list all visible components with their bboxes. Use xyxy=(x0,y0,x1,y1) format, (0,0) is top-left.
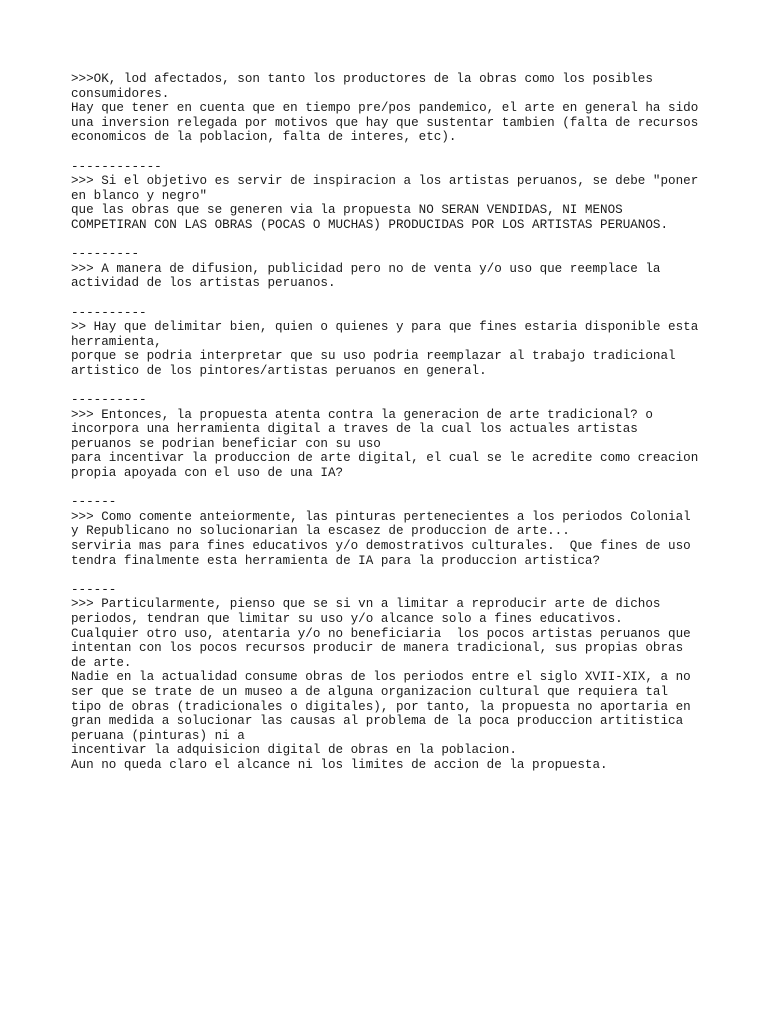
separator-line: --------- xyxy=(71,247,140,262)
text-line: para incentivar la produccion de arte digital, el cual se le acredite como creacion xyxy=(71,451,699,466)
text-line: una inversion relegada por motivos que hay que sustentar tambien (falta de recursos xyxy=(71,115,699,130)
text-line: ser que se trate de un museo a de alguna organizacion cultural que requiera tal xyxy=(71,684,669,699)
text-line: >>> Como comente anteiormente, las pinturas pertenecientes a los periodos Colonial xyxy=(71,509,691,524)
text-line: herramienta, xyxy=(71,334,162,349)
text-line: >> Hay que delimitar bien, quien o quienes y para que fines estaria disponible esta xyxy=(71,320,699,335)
text-line: que las obras que se generen via la propuesta NO SERAN VENDIDAS, NI MENOS xyxy=(71,203,623,218)
text-line: tipo de obras (tradicionales o digitales), por tanto, la propuesta no aportaria en xyxy=(71,699,691,714)
text-line: >>> A manera de difusion, publicidad pero no de venta y/o uso que reemplace la xyxy=(71,261,661,276)
text-line: >>> Si el objetivo es servir de inspiracion a los artistas peruanos, se debe "poner xyxy=(71,174,699,189)
text-line: gran medida a solucionar las causas al problema de la poca produccion artitistica xyxy=(71,714,684,729)
blank-line xyxy=(71,145,711,160)
text-line: propia apoyada con el uso de una IA? xyxy=(71,466,344,481)
separator-line: ---------- xyxy=(71,305,147,320)
text-line: incorpora una herramienta digital a traves de la cual los actuales artistas xyxy=(71,422,638,437)
text-line: COMPETIRAN CON LAS OBRAS (POCAS O MUCHAS) PRODUCIDAS POR LOS ARTISTAS PERUANOS. xyxy=(71,217,669,232)
text-line: y Republicano no solucionarian la escasez de produccion de arte... xyxy=(71,524,570,539)
separator-line: ------ xyxy=(71,582,117,597)
text-line: artistico de los pintores/artistas peruanos en general. xyxy=(71,363,487,378)
text-line: Aun no queda claro el alcance ni los limites de accion de la propuesta. xyxy=(71,757,608,772)
text-line: peruanos se podrian beneficiar con su uso xyxy=(71,436,381,451)
text-line: Hay que tener en cuenta que en tiempo pre/pos pandemico, el arte en general ha sido xyxy=(71,101,699,116)
separator-line: ------------ xyxy=(71,159,162,174)
separator-line: ------ xyxy=(71,495,117,510)
text-line: incentivar la adquisicion digital de obras en la poblacion. xyxy=(71,743,517,758)
separator-line: ---------- xyxy=(71,393,147,408)
text-line: periodos, tendran que limitar su uso y/o alcance solo a fines educativos. xyxy=(71,611,623,626)
text-line: consumidores. xyxy=(71,86,170,101)
blank-line xyxy=(71,233,711,248)
text-line: economicos de la poblacion, falta de interes, etc). xyxy=(71,130,457,145)
text-line: intentan con los pocos recursos producir de manera tradicional, sus propias obras xyxy=(71,641,684,656)
text-line: de arte. xyxy=(71,655,132,670)
text-line: >>> Entonces, la propuesta atenta contra la generacion de arte tradicional? o xyxy=(71,407,653,422)
blank-line xyxy=(71,481,711,496)
text-line: Cualquier otro uso, atentaria y/o no beneficiaria los pocos artistas peruanos que xyxy=(71,626,691,641)
text-line: en blanco y negro" xyxy=(71,188,208,203)
text-line: actividad de los artistas peruanos. xyxy=(71,276,336,291)
text-line: serviria mas para fines educativos y/o demostrativos culturales. Que fines de uso xyxy=(71,539,691,553)
text-line: tendra finalmente esta herramienta de IA para la produccion artistica? xyxy=(71,553,601,568)
text-line: Nadie en la actualidad consume obras de los periodos entre el siglo XVII-XIX, a no xyxy=(71,670,691,685)
blank-line xyxy=(71,568,711,583)
blank-line xyxy=(71,378,711,393)
text-line: >>> Particularmente, pienso que se si vn a limitar a reproducir arte de dichos xyxy=(71,597,661,612)
text-line: peruana (pinturas) ni a xyxy=(71,728,245,743)
text-line: porque se podria interpretar que su uso podria reemplazar al trabajo tradicional xyxy=(71,349,676,364)
text-line: >>>OK, lod afectados, son tanto los productores de la obras como los posibles xyxy=(71,72,653,86)
blank-line xyxy=(71,291,711,306)
document-page xyxy=(71,72,711,773)
